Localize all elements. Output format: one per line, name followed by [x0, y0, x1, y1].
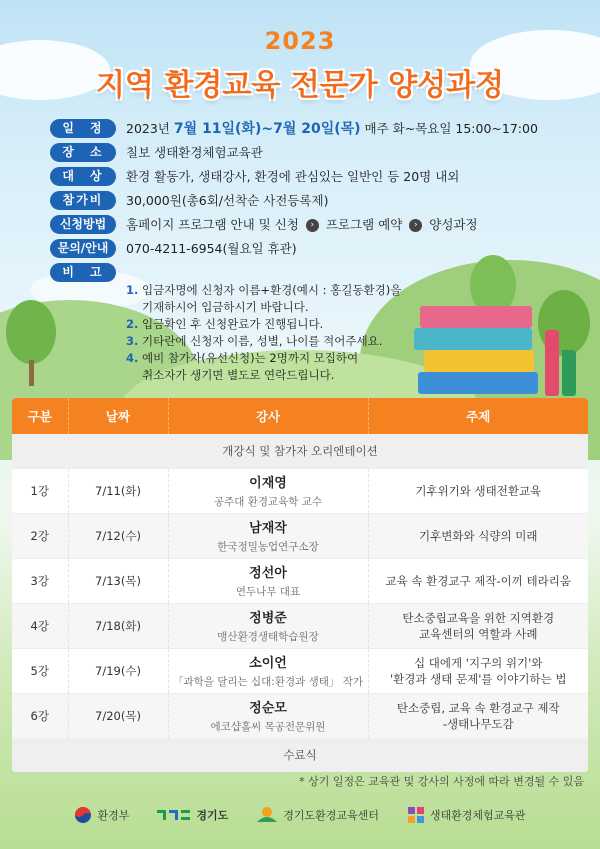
note-text: 기재하시어 입금하시기 바랍니다. [142, 300, 309, 314]
session-date: 7/18(화) [68, 603, 168, 648]
apply-step: 홈페이지 프로그램 안내 및 신청 [126, 217, 299, 232]
session-no: 2강 [12, 513, 68, 558]
lecturer-name: 정선아 [249, 566, 287, 581]
note-text: 취소자가 생기면 별도로 연락드립니다. [142, 368, 335, 382]
topic-line: 기후변화와 식량의 미래 [419, 528, 538, 543]
logo-gg [157, 807, 228, 823]
info-row-place [50, 142, 570, 166]
note-item [126, 299, 570, 316]
topic-cell [368, 513, 588, 558]
info-row-contact [50, 238, 570, 262]
schedule-prefix: 2023년 [126, 121, 174, 136]
info-value [126, 214, 478, 235]
note-number: 2. [126, 317, 139, 331]
session-no: 3강 [12, 558, 68, 603]
topic-cell [368, 693, 588, 738]
column-header: 주제 [368, 398, 588, 434]
session-date: 7/13(목) [68, 558, 168, 603]
table-row [12, 693, 588, 738]
schedule-suffix: 매주 화~목요일 15:00~17:00 [360, 121, 538, 136]
logo-text: 생태환경체험교육관 [429, 809, 526, 822]
table-row [12, 648, 588, 693]
lecturer-cell [168, 513, 368, 558]
apply-step: 양성과정 [429, 217, 478, 232]
notes-list [126, 282, 570, 384]
info-row-target [50, 166, 570, 190]
logo-center [256, 806, 379, 824]
info-section [50, 118, 570, 384]
gyeonggi-logo-icon [157, 808, 191, 822]
table-row-opening [12, 434, 588, 468]
info-label: 일 정 [50, 119, 116, 138]
topic-cell [368, 558, 588, 603]
lecturer-name: 정순모 [249, 701, 287, 717]
note-text: 예비 참가자(유선신청)는 2명까지 모집하여 [142, 351, 359, 365]
column-header: 강사 [168, 398, 368, 434]
center-emblem-icon [256, 806, 278, 824]
info-label: 문의/안내 [50, 239, 116, 258]
lecturer-affiliation: 연두나무 대표 [235, 586, 301, 598]
topic-line: 기후위기와 생태전환교육 [415, 483, 542, 498]
lecturer-name: 남재작 [249, 521, 287, 536]
note-item [126, 316, 570, 333]
note-number: 4. [126, 351, 139, 365]
closing-cell: 수료식 [12, 738, 588, 772]
opening-cell: 개강식 및 참가자 오리엔테이션 [12, 434, 588, 468]
info-value: 070-4211-6954(월요일 휴관) [126, 241, 297, 256]
moe-emblem-icon [74, 806, 92, 824]
topic-line: 탄소중립, 교육 속 환경교구 제작 [396, 700, 560, 715]
lecturer-cell [168, 468, 368, 513]
info-value: 환경 활동가, 생태강사, 환경에 관심있는 일반인 등 20명 내외 [126, 169, 460, 184]
table-row [12, 603, 588, 648]
apply-step: 프로그램 예약 [325, 217, 403, 232]
session-no: 4강 [12, 603, 68, 648]
topic-cell [368, 468, 588, 513]
topic-line: 교육 속 환경교구 제작-이끼 테라리움 [385, 573, 571, 588]
logo-text: 경기도 [196, 809, 229, 822]
topic-cell [368, 648, 588, 693]
footnote: * 상기 일정은 교육관 및 강사의 사정에 따라 변경될 수 있음 [299, 775, 584, 788]
topic-line: 탄소중립교육을 위한 지역환경 [402, 610, 555, 625]
info-row-schedule [50, 118, 570, 142]
info-value: 30,000원(총6회/선착순 사전등록제) [126, 193, 329, 208]
lecturer-affiliation: 맹산환경생태학습원장 [217, 631, 319, 643]
note-text: 기타란에 신청자 이름, 성별, 나이를 적어주세요. [142, 334, 383, 348]
topic-line: '환경과 생태 문제'를 이야기하는 법 [390, 671, 567, 686]
info-label: 비 고 [50, 263, 116, 282]
topic-line: 교육센터의 역할과 사례 [419, 626, 538, 641]
chevron-right-icon: › [409, 219, 422, 232]
lecturer-name: 정병준 [249, 611, 287, 626]
table-row [12, 513, 588, 558]
topic-line: -생태나무도감 [442, 716, 514, 731]
info-label: 신청방법 [50, 215, 116, 234]
note-item [126, 333, 570, 350]
lecturer-affiliation: 한국정밀농업연구소장 [217, 541, 319, 553]
lecturer-cell [168, 693, 368, 738]
note-text: 입금확인 후 신청완료가 진행됩니다. [142, 317, 324, 331]
logo-bar [0, 806, 600, 824]
info-value [126, 118, 538, 140]
column-header: 날짜 [68, 398, 168, 434]
info-value: 칠보 생태환경체험교육관 [126, 145, 263, 160]
schedule-highlight: 7월 11일(화)~7월 20일(목) [173, 121, 361, 137]
logo-chilbo [407, 806, 526, 824]
info-label: 대 상 [50, 167, 116, 186]
lecturer-cell [168, 603, 368, 648]
info-row-notes [50, 262, 570, 284]
note-item [126, 282, 570, 299]
note-item [126, 350, 570, 367]
tree-trunk [29, 360, 34, 386]
lecturer-name: 소이언 [249, 656, 287, 671]
session-date: 7/11(화) [68, 468, 168, 513]
lecturer-cell [168, 648, 368, 693]
note-item [126, 367, 570, 384]
info-row-fee [50, 190, 570, 214]
page-title: 지역 환경교육 전문가 양성과정 [95, 68, 505, 103]
table-row [12, 468, 588, 513]
lecturer-name: 이재영 [249, 476, 287, 491]
lecturer-affiliation: 에코샵홀씨 목공전문위원 [210, 721, 326, 734]
lecturer-cell [168, 558, 368, 603]
table-row-closing [12, 738, 588, 772]
schedule-table [12, 398, 588, 772]
chilbo-emblem-icon [407, 806, 425, 824]
info-label: 장 소 [50, 143, 116, 162]
info-row-apply [50, 214, 570, 238]
note-text: 입금자명에 신청자 이름+환경(예시 : 홍길동환경)을 [142, 283, 402, 297]
session-date: 7/12(수) [68, 513, 168, 558]
lecturer-affiliation: 「과학을 달리는 십대:환경과 생태」 작가 [172, 676, 364, 688]
year-title: 2023 [264, 27, 336, 55]
topic-line: 십 대에게 '지구의 위기'와 [414, 655, 543, 670]
session-no: 5강 [12, 648, 68, 693]
session-date: 7/20(목) [68, 693, 168, 738]
table-row [12, 558, 588, 603]
logo-text: 경기도환경교육센터 [283, 809, 379, 822]
logo-moe [74, 806, 129, 824]
session-no: 6강 [12, 693, 68, 738]
column-header: 구분 [12, 398, 68, 434]
lecturer-affiliation: 공주대 환경교육학 교수 [213, 496, 323, 508]
chevron-right-icon: › [306, 219, 319, 232]
info-label: 참가비 [50, 191, 116, 210]
note-number: 1. [126, 283, 139, 297]
tree-decoration [6, 300, 56, 364]
session-no: 1강 [12, 468, 68, 513]
note-number: 3. [126, 334, 139, 348]
topic-cell [368, 603, 588, 648]
logo-text: 환경부 [97, 809, 130, 822]
session-date: 7/19(수) [68, 648, 168, 693]
